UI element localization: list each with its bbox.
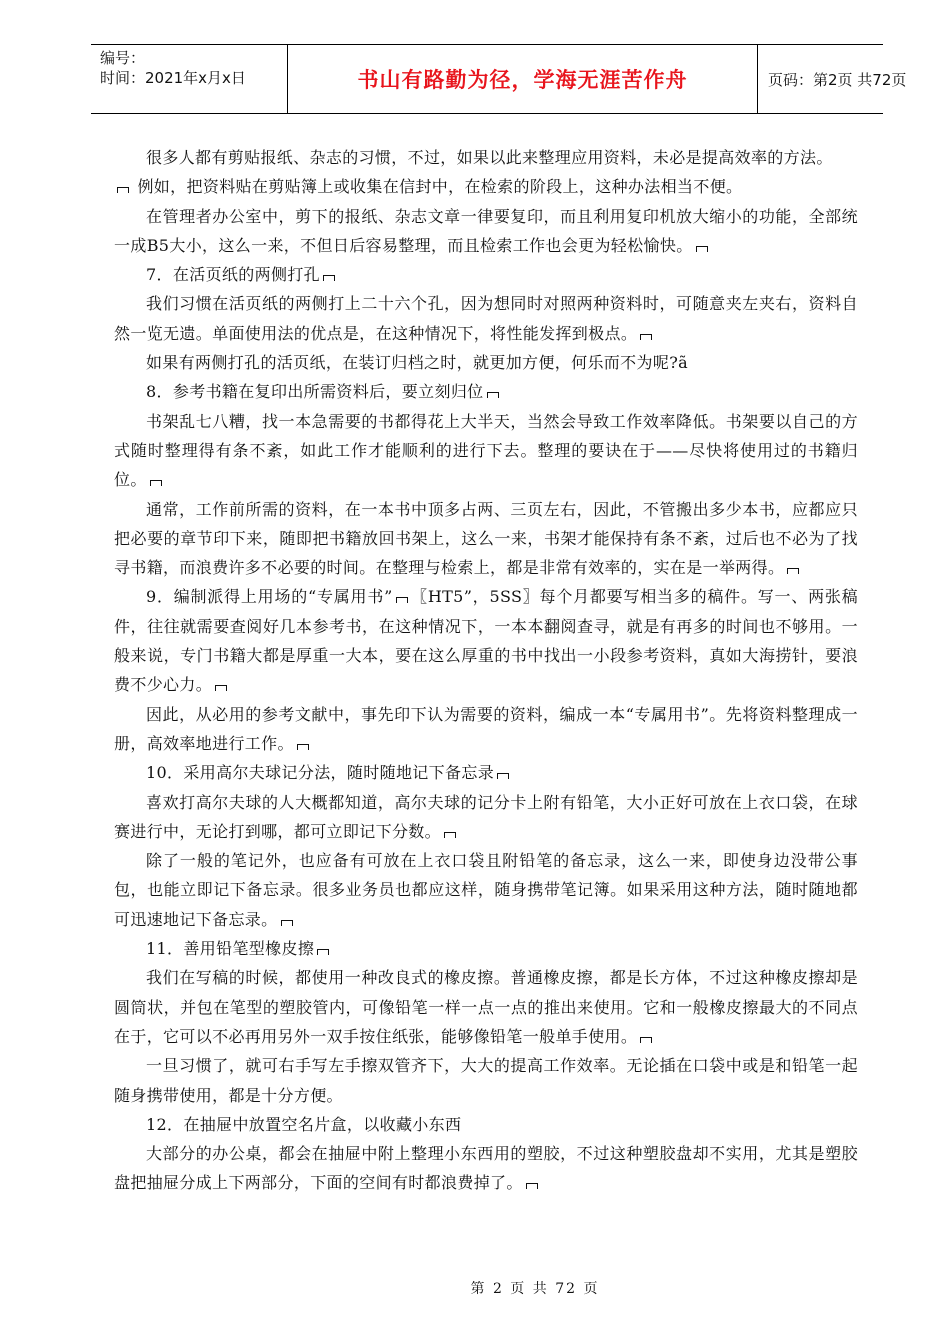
- paragraph-mark-icon: [323, 275, 335, 281]
- paragraph-mark-icon: [444, 832, 456, 838]
- header-page-label: 页码：第2页 共72页: [768, 70, 907, 89]
- paragraph-mark-icon: [281, 920, 293, 926]
- paragraph-mark-icon: [640, 1037, 652, 1043]
- paragraph: 大部分的办公桌，都会在抽屉中附上整理小东西用的塑胶，不过这种塑胶盘却不实用，尤其是塑胶盘把抽屉分成上下两部分，下面的空间有时都浪费掉了。: [114, 1144, 858, 1193]
- section-heading: 7．在活页纸的两侧打孔: [114, 260, 858, 289]
- paragraph-mark-icon: [117, 187, 129, 193]
- paragraph: 很多人都有剪贴报纸、杂志的习惯，不过，如果以此来整理应用资料，未必是提高效率的方法。: [146, 148, 833, 167]
- document-header: [91, 44, 907, 114]
- paragraph: 除了一般的笔记外，也应备有可放在上衣口袋且附铅笔的备忘录，这么一来，即使身边没带公事包，也能立即记下备忘录。很多业务员也都应这样，随身携带笔记簿。如果采用这种方法，随时随地都可迅速地记下备忘录。: [114, 851, 858, 929]
- time-label: 时间：2021年x月x日: [100, 69, 246, 87]
- page-footer: [0, 1278, 950, 1298]
- section-heading: 10．采用高尔夫球记分法，随时随地记下备忘录: [114, 758, 858, 787]
- header-meta: [91, 45, 288, 113]
- paragraph: 例如，把资料贴在剪贴簿上或收集在信封中，在检索的阶段上，这种办法相当不便。: [114, 172, 858, 201]
- paragraph: 在管理者办公室中，剪下的报纸、杂志文章一律要复印，而且利用复印机放大缩小的功能，全部统一成B5大小，这么一来，不但日后容易整理，而且检索工作也会更为轻松愉快。: [114, 206, 858, 255]
- paragraph-mark-icon: [787, 568, 799, 574]
- section-heading: 11．善用铅笔型橡皮擦: [114, 934, 858, 963]
- paragraph-mark-icon: [297, 744, 309, 750]
- paragraph-mark-icon: [526, 1183, 538, 1189]
- header-motto: 书山有路勤为径，学海无涯苦作舟: [288, 45, 758, 113]
- section-heading: 9．编制派得上用场的“专属用书” 〖HT5”，5SS〗每个月都要写相当多的稿件。写一、两张稿件，往往就需要查阅好几本参考书，在这种情况下，一本本翻阅查寻，就是有再多的时间也不够用。一般来说，专门书籍大都是厚重一大本，要在这么厚重的书中找出一小段参考资料，真如大海捞针，要浪费不少心力。: [114, 587, 858, 695]
- paragraph: 喜欢打高尔夫球的人大概都知道，高尔夫球的记分卡上附有铅笔，大小正好可放在上衣口袋，在球赛进行中，无论打到哪，都可立即记下分数。: [114, 792, 858, 841]
- paragraph: 我们在写稿的时候，都使用一种改良式的橡皮擦。普通橡皮擦，都是长方体，不过这种橡皮擦却是圆筒状，并包在笔型的塑胶管内，可像铅笔一样一点一点的推出来使用。它和一般橡皮擦最大的不同点在于，它可以不必再用另外一双手按住纸张，能够像铅笔一般单手使用。: [114, 968, 858, 1046]
- paragraph: 书架乱七八糟，找一本急需要的书都得花上大半天，当然会导致工作效率降低。书架要以自己的方式随时整理得有条不紊，如此工作才能顺利的进行下去。整理的要诀在于——尽快将使用过的书籍归位。: [114, 411, 858, 490]
- paragraph: 我们习惯在活页纸的两侧打上二十六个孔，因为想同时对照两种资料时，可随意夹左夹右，资料自然一览无遗。单面使用法的优点是，在这种情况下，将性能发挥到极点。: [114, 294, 858, 343]
- paragraph: 通常，工作前所需的资料，在一本书中顶多占两、三页左右，因此，不管搬出多少本书，应都应只把必要的章节印下来，随即把书籍放回书架上，这么一来，书架才能保持有条不紊，过后也不必为了找寻书籍，而浪费许多不必要的时间。在整理与检索上，都是非常有效率的，实在是一举两得。: [114, 499, 858, 578]
- paragraph-mark-icon: [640, 334, 652, 340]
- code-label: 编号：: [100, 49, 146, 67]
- paragraph-mark-icon: [317, 949, 329, 955]
- paragraph-mark-icon: [696, 246, 708, 252]
- paragraph: 因此，从必用的参考文献中，事先印下认为需要的资料，编成一本“专属用书”。先将资料整理成一册，高效率地进行工作。: [114, 704, 858, 753]
- paragraph-mark-icon: [396, 597, 408, 603]
- paragraph-mark-icon: [215, 685, 227, 691]
- paragraph-mark-icon: [497, 773, 509, 779]
- section-heading: 12．在抽屉中放置空名片盒，以收藏小东西: [146, 1114, 462, 1134]
- section-heading: 8．参考书籍在复印出所需资料后，要立刻归位: [114, 377, 858, 406]
- paragraph-mark-icon: [150, 480, 162, 486]
- paragraph: 一旦习惯了，就可右手写左手擦双管齐下，大大的提高工作效率。无论插在口袋中或是和铅笔一起随身携带使用，都是十分方便。: [114, 1056, 858, 1105]
- footer-page-number: 第 2 页 共 72 页: [470, 1281, 600, 1297]
- document-body: [114, 143, 858, 1198]
- paragraph: 如果有两侧打孔的活页纸，在装订归档之时，就更加方便，何乐而不为呢?ã: [146, 353, 689, 373]
- paragraph-mark-icon: [487, 392, 499, 398]
